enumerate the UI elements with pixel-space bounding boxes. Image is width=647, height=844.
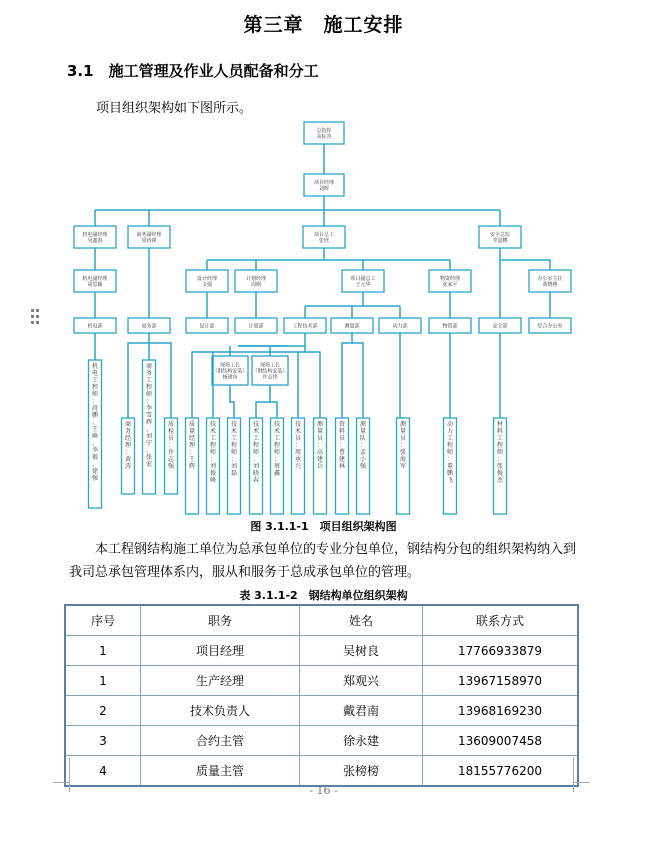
org-staff-box-1-char: ： bbox=[124, 449, 132, 456]
org-staff-box-1-char: 务 bbox=[124, 428, 132, 435]
cell-number: 3 bbox=[65, 726, 141, 756]
org-staff-box-5-char: 程 bbox=[209, 442, 217, 449]
org-staff-box-7-char: 术 bbox=[252, 428, 260, 435]
org-staff-box-12-char: ： bbox=[359, 442, 367, 449]
org-staff-box-3-char: 许 bbox=[167, 449, 175, 456]
cell-name: 戴君南 bbox=[300, 696, 423, 726]
org-box-department-1-text: 商务部 bbox=[141, 323, 157, 330]
org-staff-box-5-char: 技 bbox=[209, 421, 217, 428]
connector-line bbox=[238, 333, 305, 346]
org-staff-box-6-char: 工 bbox=[230, 435, 238, 442]
org-box-level4-0-text: 机电副经理 bbox=[82, 276, 108, 282]
org-staff-box-15-char: ： bbox=[496, 456, 504, 463]
org-staff-box-0-char: 程 bbox=[91, 384, 99, 391]
connector-line bbox=[305, 352, 320, 418]
org-box-level4-3-text: 项目副总工 bbox=[350, 276, 376, 282]
org-staff-box-2-char: 工 bbox=[145, 377, 153, 384]
org-staff-box-6-char: 术 bbox=[230, 428, 238, 435]
org-staff-box-2-char: 李 bbox=[145, 405, 153, 412]
org-staff-box-11-char: 员 bbox=[338, 435, 346, 442]
org-staff-box-6-char: ： bbox=[230, 456, 238, 463]
org-staff-box-9-char: 兴 bbox=[294, 463, 302, 470]
org-staff-box-14-char: ： bbox=[446, 456, 454, 463]
org-staff-box-8-char: 鑫 bbox=[273, 470, 281, 477]
org-staff-box-7-char: 刘 bbox=[252, 463, 260, 470]
org-staff-box-3-char: ： bbox=[167, 442, 175, 449]
org-staff-box-13-char: ： bbox=[399, 442, 407, 449]
org-staff-box-0-char: 、 bbox=[91, 419, 99, 426]
org-box-general-director-text: 总指挥 bbox=[316, 128, 332, 134]
org-staff-box-2-char: 师 bbox=[145, 391, 153, 398]
org-staff-box-12-char: 测 bbox=[359, 421, 367, 428]
figure-caption: 图 3.1.1-1 项目组织架构图 bbox=[250, 520, 397, 533]
org-staff-box-4-char: 量 bbox=[188, 428, 196, 435]
org-box-site-foreman-1-text: 许志伟 bbox=[262, 374, 278, 381]
org-staff-box-13-char: 军 bbox=[399, 463, 407, 470]
org-staff-box-13-char: 测 bbox=[399, 421, 407, 428]
org-box-site-foreman-0-text: 杨建东 bbox=[222, 374, 238, 381]
org-box-department-2-text: 设计部 bbox=[199, 323, 215, 330]
cell-number: 1 bbox=[65, 666, 141, 696]
org-box-site-foreman-1-text: 现场工长 bbox=[259, 362, 281, 369]
org-staff-box-13-char: 张 bbox=[399, 449, 407, 456]
org-box-department-5-text: 测量部 bbox=[344, 323, 360, 330]
table-row bbox=[65, 666, 578, 696]
body-paragraph: 本工程钢结构施工单位为总承包单位的专业分包单位，钢结构分包的组织架构纳入到我司总承包管理体系内，服从和服务于总成承包单位的管理。 bbox=[69, 542, 577, 580]
org-staff-box-7-char: 晓 bbox=[252, 470, 260, 477]
org-staff-box-5-char: 工 bbox=[209, 435, 217, 442]
org-staff-box-5-char: ： bbox=[209, 456, 217, 463]
org-box-department-3-text: 计划部 bbox=[248, 323, 264, 330]
org-staff-box-7-char: 春 bbox=[252, 477, 260, 484]
cell-name: 徐永建 bbox=[300, 726, 423, 756]
table-caption: 表 3.1.1-2 钢结构单位组织架构 bbox=[239, 589, 408, 602]
org-staff-box-0-char: 徐 bbox=[91, 468, 99, 475]
org-staff-box-0-char: 毅 bbox=[91, 454, 99, 461]
org-box-level4-4-text: 张家平 bbox=[442, 282, 458, 288]
org-staff-box-0-char: 师 bbox=[91, 391, 99, 398]
org-box-level4-1-text: 文强 bbox=[201, 282, 213, 288]
org-staff-box-4-char: 经 bbox=[188, 435, 196, 442]
org-staff-box-4-char: ： bbox=[188, 449, 196, 456]
org-staff-box-9-char: 术 bbox=[294, 428, 302, 435]
org-staff-box-1-char: 理 bbox=[124, 442, 132, 449]
cell-contact: 18155776200 bbox=[423, 756, 579, 787]
cell-number: 2 bbox=[65, 696, 141, 726]
cell-contact: 13967158970 bbox=[423, 666, 579, 696]
connector-line bbox=[342, 333, 352, 418]
org-staff-box-11-char: 林 bbox=[338, 463, 346, 470]
org-staff-box-11-char: 曹 bbox=[338, 449, 346, 456]
org-staff-box-11-char: 建 bbox=[338, 456, 346, 463]
org-staff-box-4-char: 质 bbox=[188, 421, 196, 428]
org-staff-box-14-char: 飞 bbox=[446, 477, 454, 484]
org-staff-box-14-char: 工 bbox=[446, 435, 454, 442]
org-staff-box-12-char: 强 bbox=[359, 463, 367, 470]
org-box-site-foreman-1-text: （钢结构安装） bbox=[252, 368, 288, 375]
org-staff-box-0-char: 、 bbox=[91, 440, 99, 447]
org-staff-box-6-char: 师 bbox=[230, 449, 238, 456]
org-box-level4-2-text: 计划经理 bbox=[245, 276, 267, 282]
org-staff-box-15-char: 料 bbox=[496, 428, 504, 435]
org-staff-box-8-char: 周 bbox=[273, 463, 281, 470]
cell-number: 4 bbox=[65, 756, 141, 787]
cell-position: 项目经理 bbox=[141, 636, 300, 666]
org-staff-box-2-char: 刘 bbox=[145, 433, 153, 440]
org-box-general-director-text: 高标容 bbox=[316, 134, 332, 140]
org-staff-box-1-char: 经 bbox=[124, 435, 132, 442]
org-staff-box-8-char: ： bbox=[273, 456, 281, 463]
table-row bbox=[65, 636, 578, 666]
org-staff-box-5-char: 俊 bbox=[209, 470, 217, 477]
org-staff-box-15-char: 张 bbox=[496, 463, 504, 470]
org-staff-box-8-char: 工 bbox=[273, 435, 281, 442]
column-header-number: 序号 bbox=[65, 605, 141, 636]
org-staff-box-1-char: 黄 bbox=[124, 456, 132, 463]
org-staff-box-0-char: 峰 bbox=[91, 433, 99, 440]
org-staff-box-4-char: 理 bbox=[188, 442, 196, 449]
org-box-level3-2-text: 张欣 bbox=[318, 238, 330, 244]
org-staff-box-6-char: 磊 bbox=[230, 470, 238, 477]
org-staff-box-11-char: 料 bbox=[338, 428, 346, 435]
org-box-site-foreman-0-text: （钢结构安装） bbox=[212, 368, 248, 375]
cell-position: 合约主管 bbox=[141, 726, 300, 756]
org-staff-box-13-char: 海 bbox=[399, 456, 407, 463]
org-staff-box-4-char: 辉 bbox=[188, 463, 196, 470]
org-staff-box-6-char: 程 bbox=[230, 442, 238, 449]
org-staff-box-6-char: 刘 bbox=[230, 463, 238, 470]
org-staff-box-3-char: 员 bbox=[167, 435, 175, 442]
org-staff-box-0-char: 电 bbox=[91, 370, 99, 377]
org-staff-box-11-char: ： bbox=[338, 442, 346, 449]
org-staff-box-0-char: ： bbox=[91, 398, 99, 405]
org-staff-box-15-char: 师 bbox=[496, 449, 504, 456]
org-staff-box-7-char: ： bbox=[252, 456, 260, 463]
org-box-department-8-text: 安全部 bbox=[492, 323, 508, 330]
org-box-level4-4-text: 物资经理 bbox=[439, 276, 461, 282]
org-box-level4-0-text: 胡思颖 bbox=[87, 282, 103, 288]
org-box-level3-1-text: 商务副经理 bbox=[136, 232, 162, 238]
org-staff-box-1-char: 商 bbox=[124, 421, 132, 428]
cell-contact: 13609007458 bbox=[423, 726, 579, 756]
org-box-level4-5-text: 办公室主任 bbox=[537, 276, 563, 282]
org-box-level3-0-text: 机电副经理 bbox=[82, 232, 108, 238]
cell-number: 1 bbox=[65, 636, 141, 666]
org-staff-box-0-char: 段 bbox=[91, 405, 99, 412]
org-staff-box-2-char: 张 bbox=[145, 454, 153, 461]
org-staff-box-7-char: 技 bbox=[252, 421, 260, 428]
org-staff-box-2-char: 、 bbox=[145, 426, 153, 433]
org-staff-box-8-char: 术 bbox=[273, 428, 281, 435]
column-header-name: 姓名 bbox=[300, 605, 423, 636]
org-staff-box-10-char: 高 bbox=[316, 449, 324, 456]
org-box-department-7-text: 物资部 bbox=[442, 323, 458, 330]
org-staff-box-5-char: 师 bbox=[209, 449, 217, 456]
org-box-department-9-text: 综合办公室 bbox=[537, 323, 563, 330]
column-header-position: 职务 bbox=[141, 605, 300, 636]
org-staff-box-9-char: 员 bbox=[294, 435, 302, 442]
org-staff-box-10-char: 建 bbox=[316, 456, 324, 463]
org-staff-box-3-char: 检 bbox=[167, 428, 175, 435]
org-staff-box-14-char: 鹏 bbox=[446, 470, 454, 477]
org-box-level3-0-text: 吴鑫海 bbox=[87, 238, 103, 244]
org-staff-box-8-char: 技 bbox=[273, 421, 281, 428]
org-staff-box-10-char: 量 bbox=[316, 428, 324, 435]
org-staff-box-7-char: 师 bbox=[252, 449, 260, 456]
org-staff-box-13-char: 量 bbox=[399, 428, 407, 435]
page-number: - 16 - bbox=[309, 784, 338, 797]
connector-line bbox=[500, 260, 550, 270]
org-box-level3-3-text: 安全总监 bbox=[489, 232, 511, 238]
org-staff-box-14-char: 程 bbox=[446, 442, 454, 449]
chapter-title: 第三章 施工安排 bbox=[243, 14, 404, 36]
org-staff-box-0-char: 强 bbox=[91, 475, 99, 482]
org-staff-box-14-char: 师 bbox=[446, 449, 454, 456]
cell-name: 吴树良 bbox=[300, 636, 423, 666]
org-staff-box-9-char: 技 bbox=[294, 421, 302, 428]
org-box-level4-3-text: 王元华 bbox=[355, 282, 371, 288]
org-staff-box-12-char: 孟 bbox=[359, 449, 367, 456]
org-staff-box-3-char: 强 bbox=[167, 463, 175, 470]
org-staff-box-2-char: 程 bbox=[145, 384, 153, 391]
org-staff-box-14-char: 动 bbox=[446, 421, 454, 428]
table-row bbox=[65, 696, 578, 726]
org-staff-box-2-char: 务 bbox=[145, 370, 153, 377]
org-staff-box-7-char: 程 bbox=[252, 442, 260, 449]
cell-position: 质量主管 bbox=[141, 756, 300, 787]
section-title: 3.1 施工管理及作业人员配备和分工 bbox=[67, 62, 319, 80]
org-staff-box-8-char: 师 bbox=[273, 449, 281, 456]
org-staff-box-2-char: 宏 bbox=[145, 461, 153, 468]
org-staff-box-14-char: 力 bbox=[446, 428, 454, 435]
cell-contact: 13968169230 bbox=[423, 696, 579, 726]
org-staff-box-13-char: 员 bbox=[399, 435, 407, 442]
org-staff-box-2-char: 辉 bbox=[145, 419, 153, 426]
org-staff-box-7-char: 工 bbox=[252, 435, 260, 442]
org-staff-box-10-char: 兵 bbox=[316, 463, 324, 470]
column-header-contact: 联系方式 bbox=[423, 605, 579, 636]
org-staff-box-8-char: 程 bbox=[273, 442, 281, 449]
connector-line bbox=[352, 343, 363, 418]
org-box-level3-2-text: 项目总工 bbox=[313, 232, 335, 238]
org-staff-box-2-char: 商 bbox=[145, 363, 153, 370]
cell-name: 张榜榜 bbox=[300, 756, 423, 787]
org-staff-box-9-char: ： bbox=[294, 442, 302, 449]
org-staff-box-0-char: 鹏 bbox=[91, 412, 99, 419]
org-box-department-4-text: 工程技术部 bbox=[292, 323, 318, 330]
org-staff-box-0-char: 机 bbox=[91, 363, 99, 370]
org-staff-box-12-char: 队 bbox=[359, 435, 367, 442]
connector-line bbox=[270, 402, 277, 418]
connector-line bbox=[256, 385, 270, 418]
org-box-department-6-text: 动力部 bbox=[392, 323, 408, 330]
org-staff-box-15-char: 工 bbox=[496, 435, 504, 442]
org-staff-box-1-char: 涛 bbox=[124, 463, 132, 470]
staff-table bbox=[64, 604, 579, 787]
table-row bbox=[65, 756, 578, 787]
org-staff-box-15-char: 材 bbox=[496, 421, 504, 428]
org-staff-box-5-char: 峰 bbox=[209, 477, 217, 484]
org-staff-box-3-char: 志 bbox=[167, 456, 175, 463]
org-box-level4-2-text: 周刚 bbox=[250, 282, 262, 288]
org-box-level4-5-text: 黄晓燕 bbox=[542, 282, 558, 288]
org-staff-box-10-char: ： bbox=[316, 442, 324, 449]
org-staff-box-9-char: 周 bbox=[294, 449, 302, 456]
org-staff-box-6-char: 技 bbox=[230, 421, 238, 428]
connector-line bbox=[400, 333, 403, 418]
cell-position: 技术负责人 bbox=[141, 696, 300, 726]
org-staff-box-0-char: 、 bbox=[91, 461, 99, 468]
org-box-project-manager-text: 刘晖 bbox=[318, 186, 330, 192]
org-staff-box-14-char: 董 bbox=[446, 463, 454, 470]
org-staff-box-15-char: 杰 bbox=[496, 477, 504, 484]
org-box-level3-3-text: 李嘉鹏 bbox=[492, 238, 508, 244]
connector-line bbox=[230, 385, 234, 418]
table-header-row bbox=[65, 605, 578, 636]
org-staff-box-2-char: 雪 bbox=[145, 412, 153, 419]
org-staff-box-12-char: 量 bbox=[359, 428, 367, 435]
org-staff-box-5-char: 术 bbox=[209, 428, 217, 435]
org-staff-box-0-char: 李 bbox=[91, 447, 99, 454]
org-staff-box-15-char: 程 bbox=[496, 442, 504, 449]
intro-text: 项目组织架构如下图所示。 bbox=[96, 101, 253, 116]
org-box-site-foreman-0-text: 现场工长 bbox=[219, 362, 241, 369]
org-staff-box-2-char: ： bbox=[145, 398, 153, 405]
org-staff-box-10-char: 测 bbox=[316, 421, 324, 428]
table-row bbox=[65, 726, 578, 756]
org-staff-box-12-char: 小 bbox=[359, 456, 367, 463]
cell-name: 郑观兴 bbox=[300, 666, 423, 696]
cell-contact: 17766933879 bbox=[423, 636, 579, 666]
org-staff-box-10-char: 员 bbox=[316, 435, 324, 442]
org-staff-box-9-char: 承 bbox=[294, 456, 302, 463]
cell-position: 生产经理 bbox=[141, 666, 300, 696]
org-box-department-0-text: 机电部 bbox=[87, 323, 103, 330]
org-staff-box-11-char: 资 bbox=[338, 421, 346, 428]
org-box-level4-1-text: 设计经理 bbox=[196, 276, 218, 282]
org-staff-box-2-char: 、 bbox=[145, 447, 153, 454]
org-staff-box-0-char: 王 bbox=[91, 426, 99, 433]
org-box-project-manager-text: 项目经理 bbox=[313, 180, 335, 186]
org-staff-box-3-char: 质 bbox=[167, 421, 175, 428]
org-staff-box-4-char: 王 bbox=[188, 456, 196, 463]
org-staff-box-5-char: 刘 bbox=[209, 463, 217, 470]
org-staff-box-15-char: 俊 bbox=[496, 470, 504, 477]
org-box-level3-1-text: 周涛锋 bbox=[141, 238, 157, 244]
org-staff-box-2-char: 宁 bbox=[145, 440, 153, 447]
org-staff-box-0-char: 工 bbox=[91, 377, 99, 384]
